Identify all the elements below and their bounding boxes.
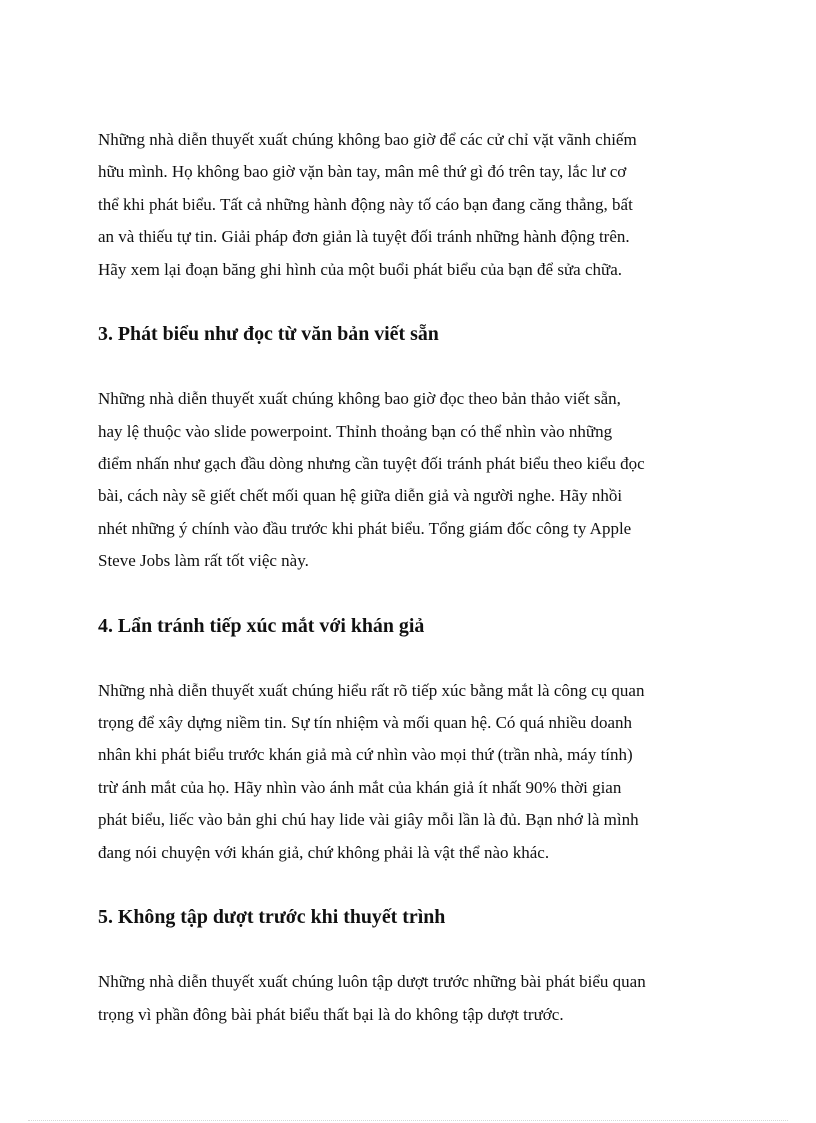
paragraph-intro xyxy=(98,124,720,286)
text-line: trọng vì phần đông bài phát biểu thất bại là do không tập dượt trước. xyxy=(98,1004,564,1024)
text-line: hay lệ thuộc vào slide powerpoint. Thỉnh thoảng bạn có thể nhìn vào những xyxy=(98,421,613,441)
text-line: Hãy xem lại đoạn băng ghi hình của một buổi phát biểu của bạn để sửa chữa. xyxy=(98,259,623,279)
paragraph-gap xyxy=(98,286,720,318)
document-body xyxy=(98,124,720,1031)
text-line: trọng để xây dựng niềm tin. Sự tín nhiệm và mối quan hệ. Có quá nhiều doanh xyxy=(98,713,633,733)
paragraph-gap xyxy=(98,934,720,966)
section-heading-3: 3. Phát biểu như đọc từ văn bản viết sẵn xyxy=(98,323,439,346)
text-line: phát biểu, liếc vào bản ghi chú hay lide vài giây mỗi lần là đủ. Bạn nhớ là mình xyxy=(98,810,639,830)
section-heading-5: 5. Không tập dượt trước khi thuyết trình xyxy=(98,906,446,929)
text-line: Những nhà diễn thuyết xuất chúng không bao giờ đọc theo bản thảo viết sẵn, xyxy=(98,389,621,409)
text-line: an và thiếu tự tin. Giải pháp đơn giản là tuyệt đối tránh những hành động trên. xyxy=(98,227,630,247)
paragraph-gap xyxy=(98,351,720,383)
text-line: Những nhà diễn thuyết xuất chúng hiểu rất rõ tiếp xúc bằng mắt là công cụ quan xyxy=(98,680,645,700)
text-line: đang nói chuyện với khán giả, chứ không phải là vật thể nào khác. xyxy=(98,842,550,862)
paragraph-gap xyxy=(98,869,720,901)
text-line: hữu mình. Họ không bao giờ vặn bàn tay, mân mê thứ gì đó trên tay, lắc lư cơ xyxy=(98,162,627,182)
text-line: điểm nhấn như gạch đầu dòng nhưng cần tuyệt đối tránh phát biểu theo kiểu đọc xyxy=(98,453,645,473)
text-line: nhân khi phát biểu trước khán giả mà cứ nhìn vào mọi thứ (trần nhà, máy tính) xyxy=(98,745,633,765)
paragraph-section-3 xyxy=(98,383,720,577)
page-bottom-edge xyxy=(28,1120,788,1121)
text-line: bài, cách này sẽ giết chết mối quan hệ giữa diễn giả và người nghe. Hãy nhồi xyxy=(98,486,623,506)
text-line: Những nhà diễn thuyết xuất chúng không bao giờ để các cử chỉ vặt vãnh chiếm xyxy=(98,130,637,149)
text-line: thể khi phát biểu. Tất cả những hành động này tố cáo bạn đang căng thẳng, bất xyxy=(98,194,633,214)
paragraph-gap xyxy=(98,577,720,609)
section-heading-4: 4. Lẩn tránh tiếp xúc mắt với khán giả xyxy=(98,614,425,637)
text-line: Steve Jobs làm rất tốt việc này. xyxy=(98,551,309,571)
text-line: trừ ánh mắt của họ. Hãy nhìn vào ánh mắt của khán giả ít nhất 90% thời gian xyxy=(98,777,622,797)
paragraph-section-4 xyxy=(98,675,720,869)
paragraph-section-5 xyxy=(98,966,720,1031)
paragraph-gap xyxy=(98,642,720,674)
text-line: nhét những ý chính vào đầu trước khi phát biểu. Tổng giám đốc công ty Apple xyxy=(98,518,632,538)
text-line: Những nhà diễn thuyết xuất chúng luôn tập dượt trước những bài phát biểu quan xyxy=(98,972,646,992)
